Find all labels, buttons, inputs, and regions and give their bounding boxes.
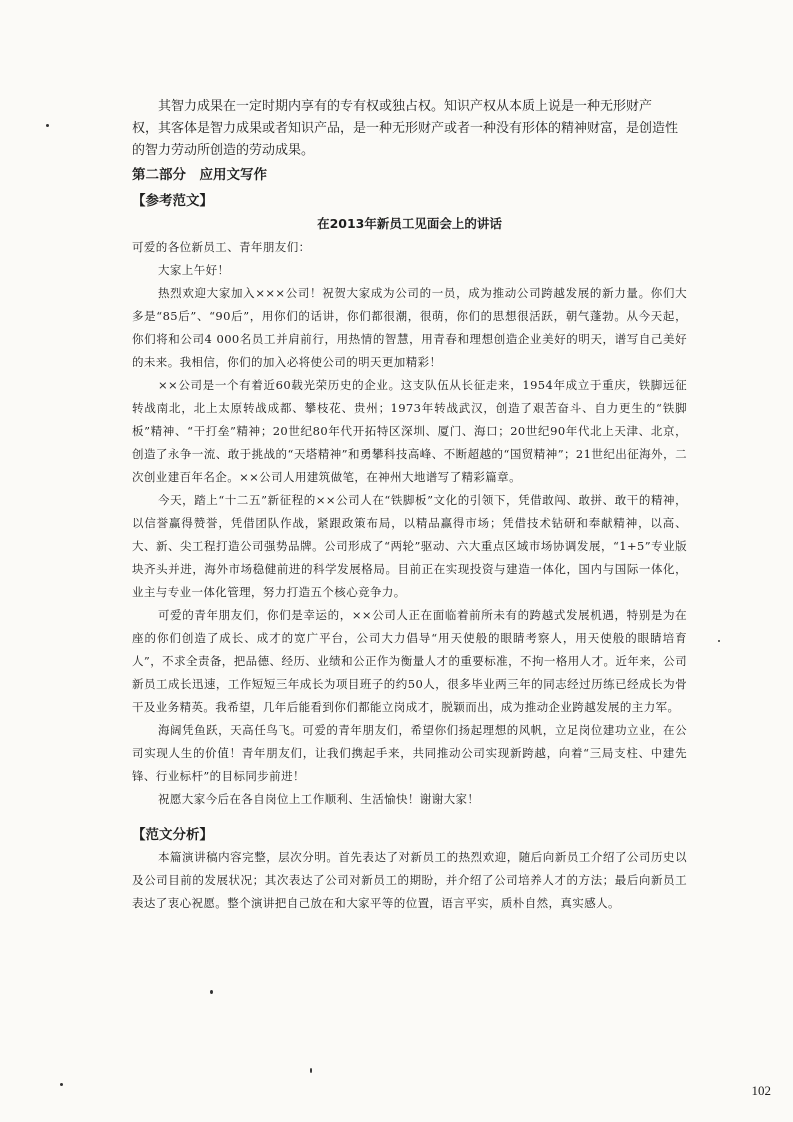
analysis-heading: 【范文分析】 bbox=[132, 827, 213, 843]
scan-speck bbox=[718, 640, 720, 642]
intro-paragraph bbox=[132, 96, 687, 162]
speech-paragraph: 大家上午好！ bbox=[158, 263, 230, 277]
reference-heading: 【参考范文】 bbox=[132, 193, 213, 209]
speech-paragraph: 海阔凭鱼跃，天高任鸟飞。可爱的青年朋友们，希望你们扬起理想的风帆，立足岗位建功立业，在公司实现人生的价值！青年朋友们，让我们携起手来，共同推动公司实现新跨越，向着“三局支柱、中建先锋、行业标杆”的目标同步前进！ bbox=[132, 723, 687, 783]
scan-speck bbox=[210, 990, 213, 994]
intro-continuation: 权，其客体是智力成果或者知识产品，是一种无形财产或者一种没有形体的精神财富，是创造性的智力劳动所创造的劳动成果。 bbox=[132, 121, 679, 158]
analysis-body bbox=[132, 846, 687, 915]
intro-line-1: 其智力成果在一定时期内享有的专有权或独占权。知识产权从本质上说是一种无形财产 bbox=[158, 99, 653, 114]
speech-salutation: 可爱的各位新员工、青年朋友们： bbox=[132, 240, 311, 254]
speech-paragraph: 今天，踏上“十二五”新征程的××公司人在“铁脚板”文化的引领下，凭借敢闯、敢拼、敢干的精神，以信誉赢得赞誉，凭借团队作战，紧跟政策布局，以精品赢得市场；凭借技术钻研和奉献精神，以高、大、新、尖工程打造公司强势品牌。公司形成了“两轮”驱动、六大重点区域市场协调发展，“1+5”专业版块齐头并进，海外市场稳健前进的科学发展格局。目前正在实现投资与建造一体化，国内与国际一体化，业主与专业一体化管理，努力打造五个核心竞争力。 bbox=[132, 493, 687, 599]
part-heading: 第二部分 应用文写作 bbox=[132, 167, 267, 183]
speech-paragraph: ××公司是一个有着近60载光荣历史的企业。这支队伍从长征走来，1954年成立于重庆，铁脚远征转战南北，北上太原转战成都、攀枝花、贵州；1973年转战武汉，创造了艰苦奋斗、自力更生的“铁脚板”精神、“干打垒”精神；20世纪80年代开拓特区深圳、厦门、海口；20世纪90年代北上天津、北京，创造了永争一流、敢于挑战的“天塔精神”和勇攀科技高峰、不断超越的“国贸精神”；21世纪出征海外，二次创业建百年名企。××公司人用建筑做笔，在神州大地谱写了精彩篇章。 bbox=[132, 378, 687, 484]
speech-paragraph: 热烈欢迎大家加入×××公司！祝贺大家成为公司的一员，成为推动公司跨越发展的新力量。你们大多是“85后”、“90后”，用你们的话讲，你们都很潮，很萌，你们的思想很活跃，朝气蓬勃。从今天起，你们将和公司4 000名员工并肩前行，用热情的智慧，用青春和理想创造企业美好的明天，谱写自己美好的未来。我相信，你们的加入必将使公司的明天更加精彩！ bbox=[132, 286, 687, 369]
scan-speck bbox=[310, 1068, 312, 1073]
page-number: 102 bbox=[751, 1083, 771, 1098]
speech-body bbox=[132, 236, 687, 811]
speech-paragraph: 可爱的青年朋友们，你们是幸运的，××公司人正在面临着前所未有的跨越式发展机遇，特别是为在座的你们创造了成长、成才的宽广平台，公司大力倡导“用天使般的眼睛考察人，用天使般的眼睛培育人”，不求全责备，把品德、经历、业绩和公正作为衡量人才的重要标准，不拘一格用人才。近年来，公司新员工成长迅速，工作短短三年成长为项目班子的约50人，很多毕业两三年的同志经过历练已经成长为骨干及业务精英。我希望，几年后能看到你们都能立岗成才，脱颖而出，成为推动企业跨越发展的主力军。 bbox=[132, 608, 687, 714]
analysis-paragraph: 本篇演讲稿内容完整，层次分明。首先表达了对新员工的热烈欢迎，随后向新员工介绍了公司历史以及公司目前的发展状况；其次表达了公司对新员工的期盼，并介绍了公司培养人才的方法；最后向新员工表达了衷心祝愿。整个演讲把自己放在和大家平等的位置，语言平实，质朴自然，真实感人。 bbox=[132, 850, 687, 910]
speech-title: 在2013年新员工见面会上的讲话 bbox=[317, 216, 502, 231]
speech-paragraph: 祝愿大家今后在各自岗位上工作顺利、生活愉快！谢谢大家！ bbox=[158, 792, 480, 806]
scan-speck bbox=[60, 1083, 63, 1086]
scan-speck bbox=[46, 124, 49, 127]
